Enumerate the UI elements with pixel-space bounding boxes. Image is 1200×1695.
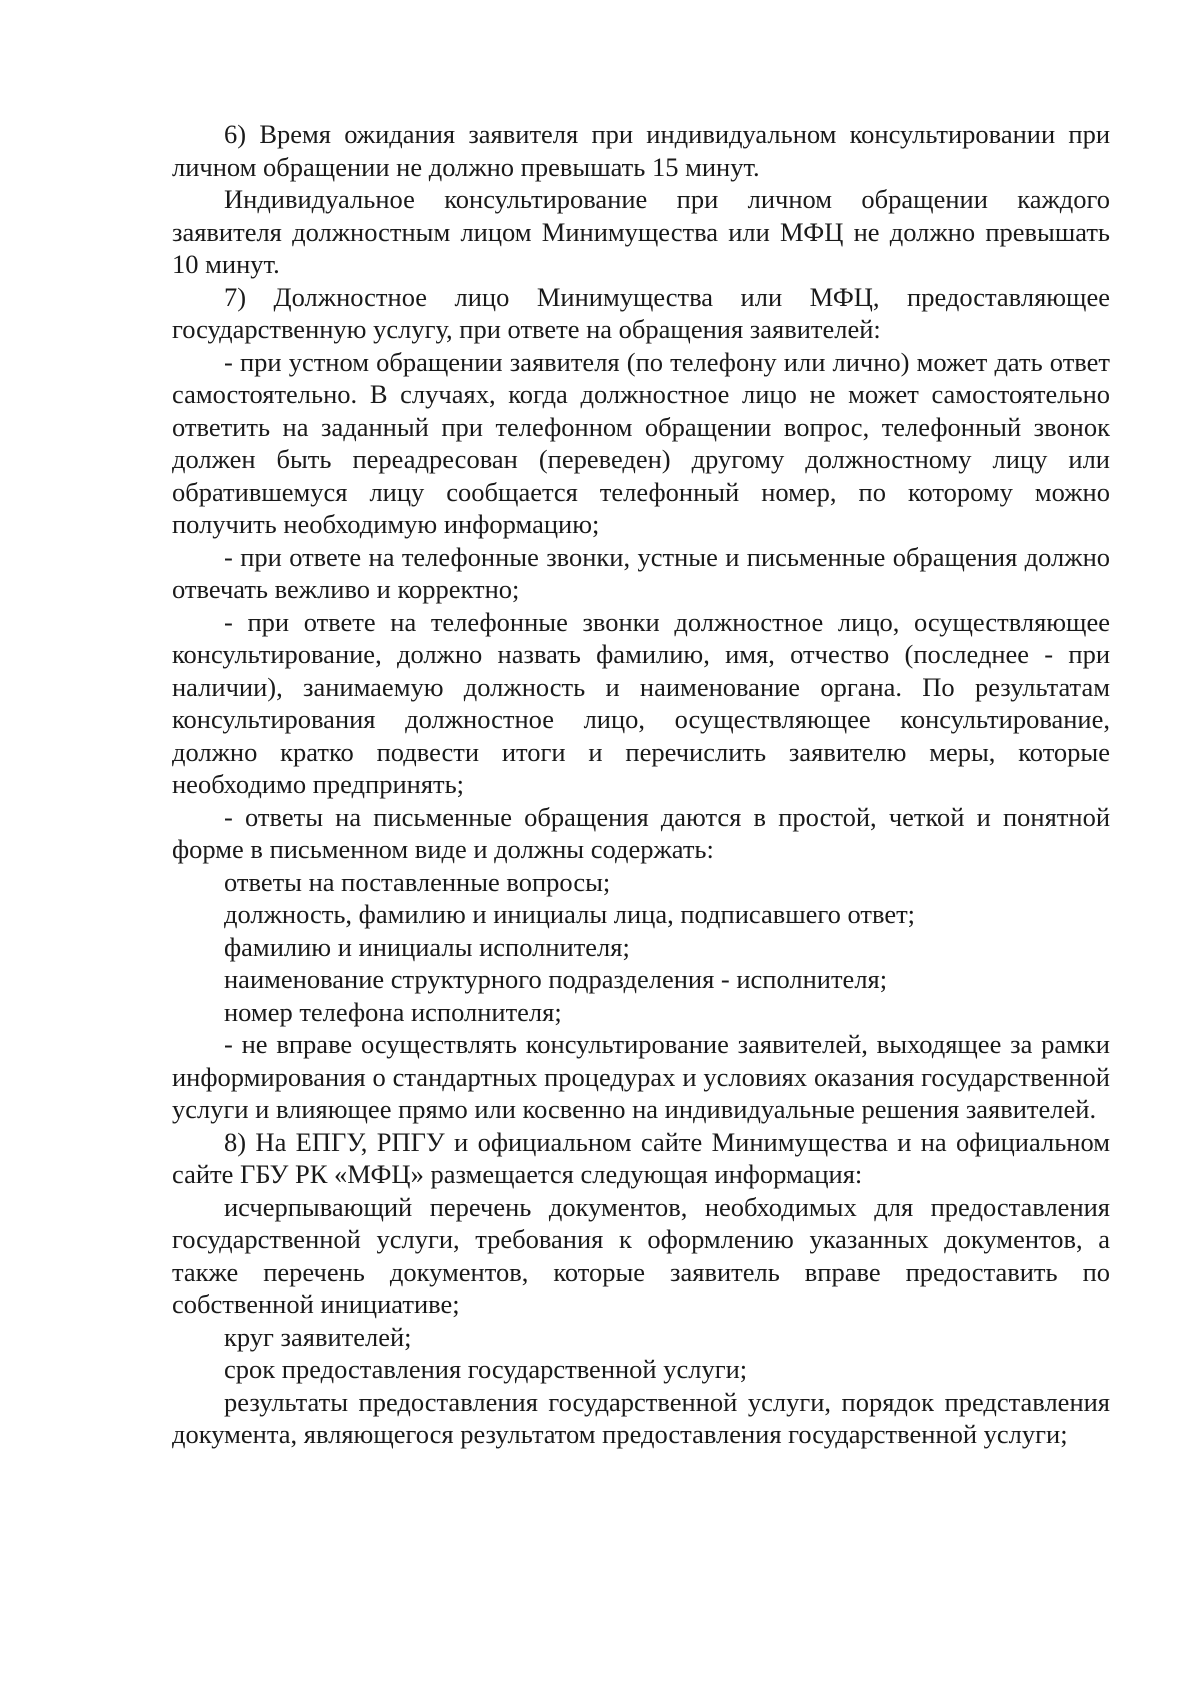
- paragraph: - ответы на письменные обращения даются в простой, четкой и понятной форме в письменном виде и должны содержать:: [172, 801, 1110, 864]
- body-text: [172, 118, 1110, 1451]
- paragraph: 6) Время ожидания заявителя при индивидуальном консультировании при личном обращении не должно превышать 15 минут.: [172, 119, 1110, 182]
- paragraph: результаты предоставления государственной услуги, порядок представления документа, являющегося результатом предоставления государственной услуги;: [172, 1386, 1110, 1449]
- list-item: номер телефона исполнителя;: [224, 996, 562, 1027]
- paragraph: - не вправе осуществлять консультирование заявителей, выходящее за рамки информирования о стандартных процедурах и условиях оказания государственной услуги и влияющее прямо или косвенно на индивидуальные решения заявителей.: [172, 1029, 1110, 1124]
- list-item: фамилию и инициалы исполнителя;: [224, 931, 630, 962]
- list-item: наименование структурного подразделения - исполнителя;: [224, 964, 888, 994]
- paragraph: исчерпывающий перечень документов, необходимых для предоставления государственной услуги, требования к оформлению указанных документов, а также перечень документов, которые заявитель вправе предоставить по собственной инициативе;: [172, 1191, 1110, 1319]
- paragraph: 7) Должностное лицо Минимущества или МФЦ, предоставляющее государственную услугу, при ответе на обращения заявителей:: [172, 281, 1110, 344]
- list-item: срок предоставления государственной услуги;: [224, 1354, 748, 1384]
- paragraph: 8) На ЕПГУ, РПГУ и официальном сайте Минимущества и на официальном сайте ГБУ РК «МФЦ» размещается следующая информация:: [172, 1126, 1110, 1189]
- paragraph: - при ответе на телефонные звонки должностное лицо, осуществляющее консультирование, должно назвать фамилию, имя, отчество (последнее - при наличии), занимаемую должность и наименование органа. По результатам консультирования должностное лицо, осуществляющее консультирование, должно кратко подвести итоги и перечислить заявителю меры, которые необходимо предпринять;: [172, 606, 1110, 799]
- paragraph: - при устном обращении заявителя (по телефону или лично) может дать ответ самостоятельно. В случаях, когда должностное лицо не может самостоятельно ответить на заданный при телефонном обращении вопрос, телефонный звонок должен быть переадресован (переведен) другому должностному лицу или обратившемуся лицу сообщается телефонный номер, по которому можно получить необходимую информацию;: [172, 346, 1110, 539]
- paragraph: - при ответе на телефонные звонки, устные и письменные обращения должно отвечать вежливо и корректно;: [172, 541, 1110, 604]
- list-item: круг заявителей;: [224, 1321, 412, 1352]
- list-item: должность, фамилию и инициалы лица, подписавшего ответ;: [224, 899, 916, 929]
- list-item: ответы на поставленные вопросы;: [224, 866, 611, 897]
- paragraph: Индивидуальное консультирование при личном обращении каждого заявителя должностным лицом Минимущества или МФЦ не должно превышать 10 минут.: [172, 184, 1110, 279]
